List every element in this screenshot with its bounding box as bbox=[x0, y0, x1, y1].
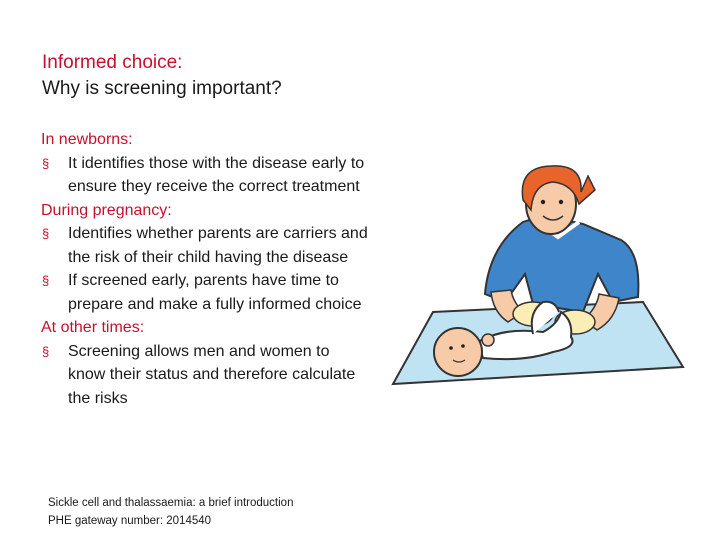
section-other-times bbox=[41, 316, 371, 410]
title-line-2: Why is screening important? bbox=[42, 78, 282, 99]
section-heading: During pregnancy: bbox=[41, 201, 172, 219]
bullet-text: Screening allows men and women to know their status and therefore calculate the risks bbox=[68, 342, 356, 407]
baby-eye bbox=[449, 346, 453, 350]
section-pregnancy bbox=[41, 199, 371, 317]
nurse-eye bbox=[559, 200, 563, 204]
nurse-eye bbox=[541, 200, 545, 204]
bullet-icon: § bbox=[42, 273, 50, 288]
baby-head bbox=[434, 328, 482, 376]
nurse-with-baby-illustration-icon bbox=[383, 162, 703, 402]
footer bbox=[48, 494, 293, 530]
footer-source: Sickle cell and thalassaemia: a brief introduction bbox=[48, 497, 294, 509]
bullet-icon: § bbox=[42, 226, 50, 241]
bullet-text: If screened early, parents have time to prepare and make a fully informed choice bbox=[68, 272, 362, 313]
title-line-1: Informed choice: bbox=[42, 52, 183, 73]
section-heading: In newborns: bbox=[41, 131, 133, 148]
bullet-item bbox=[41, 152, 371, 199]
footer-gateway-number: PHE gateway number: 2014540 bbox=[48, 515, 212, 527]
section-newborns bbox=[41, 128, 371, 199]
section-heading: At other times: bbox=[41, 319, 145, 336]
baby-hand bbox=[482, 334, 494, 346]
bullet-icon: § bbox=[42, 155, 50, 171]
slide-content bbox=[41, 128, 371, 410]
baby-eye bbox=[461, 344, 465, 348]
bullet-item bbox=[41, 269, 371, 316]
bullet-text: It identifies those with the disease early to ensure they receive the correct treatment bbox=[68, 154, 365, 195]
slide-title bbox=[42, 50, 282, 102]
bullet-item bbox=[41, 340, 371, 411]
bullet-item bbox=[41, 222, 371, 269]
bullet-icon: § bbox=[42, 343, 50, 359]
bullet-text: Identifies whether parents are carriers and the risk of their child having the disease bbox=[68, 225, 368, 266]
